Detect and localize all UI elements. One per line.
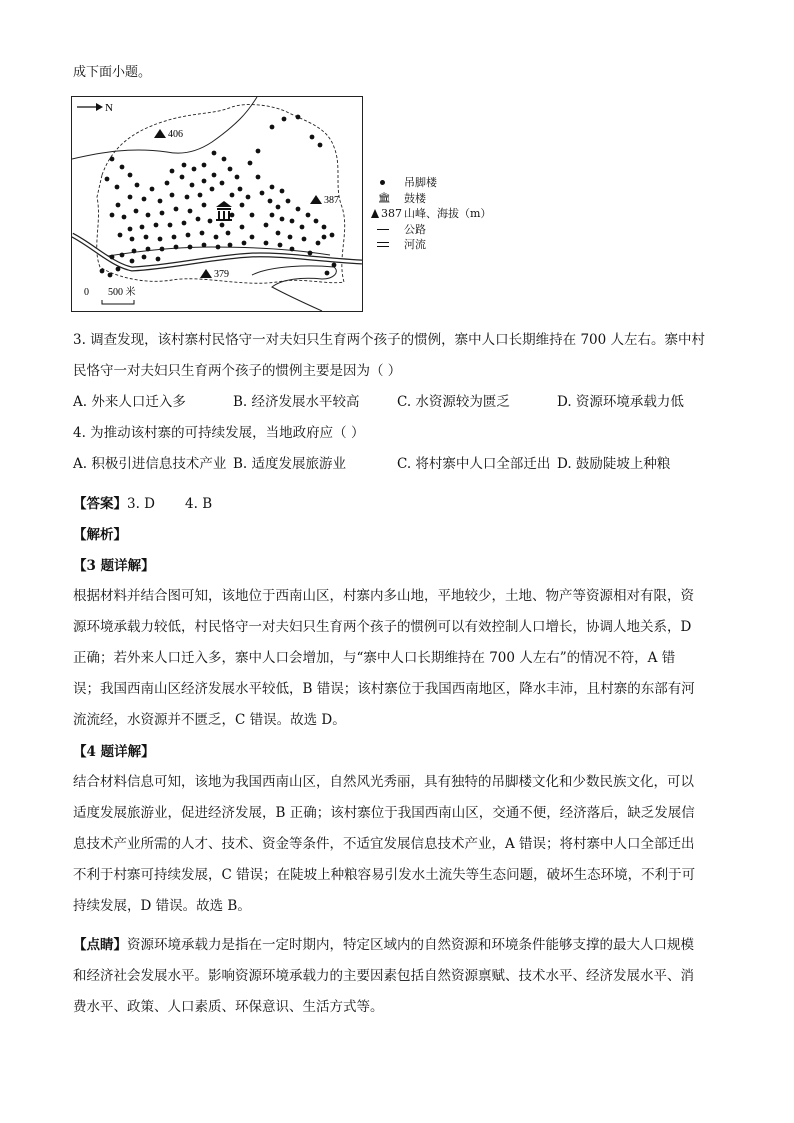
stilt-house-dot: [264, 241, 269, 246]
stilt-house-dot: [296, 207, 301, 212]
stilt-house-dot: [110, 213, 115, 218]
stilt-house-dot: [154, 223, 159, 228]
stilt-house-dot: [314, 219, 319, 224]
stilt-house-dot: [170, 169, 175, 174]
stilt-house-dot: [188, 245, 193, 250]
stilt-house-dot: [322, 235, 327, 240]
paragraph-line: 适度发展旅游业，促进经济发展，B 正确；该村寨位于我国西南山区，交通不便，经济落后，缺乏发展信: [73, 805, 695, 821]
stilt-house-dot: [122, 215, 127, 220]
q3-detail-label: 【3 题详解】: [73, 558, 155, 574]
paragraph-line: 根据材料并结合图可知，该地位于西南山区，村寨内多山地，平地较少，土地、物产等资源相对有限，资: [73, 588, 694, 604]
tip-paragraph: [73, 930, 723, 1023]
stilt-house-dot: [332, 263, 337, 268]
stilt-house-dot: [128, 173, 133, 178]
stilt-house-dot: [202, 243, 207, 248]
stilt-house-dot: [256, 175, 261, 180]
stilt-house-dot: [276, 205, 281, 210]
q3-option-a[interactable]: A. 外来人口迁入多: [73, 394, 186, 410]
stilt-house-dot: [188, 209, 193, 214]
map-legend: [371, 175, 491, 253]
q3-options: [73, 393, 733, 411]
stilt-house-dot: [160, 247, 165, 252]
stilt-house-dot: [142, 255, 147, 260]
stilt-house-dot: [282, 117, 287, 122]
stilt-house-dot: [222, 157, 227, 162]
intro-text: 成下面小题。: [73, 65, 152, 80]
stilt-house-dot: [142, 197, 147, 202]
stilt-house-dot: [202, 179, 207, 184]
stilt-house-dot: [322, 225, 327, 230]
peak-label-406: 406: [168, 129, 183, 140]
stilt-house-dot: [150, 187, 155, 192]
answer-text: 3. D 4. B: [127, 496, 213, 512]
drum-tower-icon: 🏛: [378, 192, 391, 204]
peak-label-379: 379: [214, 269, 229, 280]
stilt-house-dot: [228, 243, 233, 248]
stilt-house-dot: [135, 183, 140, 188]
stilt-house-dot: [180, 175, 185, 180]
stilt-house-dot: [115, 185, 120, 190]
stilt-house-dot: [235, 175, 240, 180]
stilt-house-dot: [276, 231, 281, 236]
stilt-house-dot: [238, 187, 243, 192]
stilt-house-dot: [130, 237, 135, 242]
stilt-house-dot: [202, 203, 207, 208]
stilt-house-dot: [302, 237, 307, 242]
paragraph-line: 持续发展，D 错误。故选 B。: [73, 898, 251, 914]
stilt-house-dot: [134, 209, 139, 214]
legend-item: 吊脚楼: [371, 175, 491, 191]
stilt-house-dot: [270, 185, 275, 190]
analysis-label: 【解析】: [73, 527, 127, 543]
q4-stem: 4. 为推动该村寨的可持续发展，当地政府应（ ）: [73, 425, 365, 441]
stilt-house-dot: [210, 187, 215, 192]
road-icon: [377, 229, 389, 230]
q3-option-b[interactable]: B. 经济发展水平较高: [233, 394, 360, 410]
stilt-house-dot: [318, 143, 323, 148]
stilt-house-dot: [260, 191, 265, 196]
peak-label-387: 387: [324, 195, 339, 206]
stilt-house-dot: [230, 213, 235, 218]
stilt-house-dot: [230, 193, 235, 198]
stilt-house-dot: [100, 269, 105, 274]
paragraph-line: 误；我国西南山区经济发展水平较低，B 错误；该村寨位于我国西南地区，降水丰沛，且村寨的东部有河: [73, 681, 695, 697]
stilt-house-dot: [240, 225, 245, 230]
stilt-house-dot: [216, 245, 221, 250]
paragraph-line: 费水平、政策、人口素质、环保意识、生活方式等。: [73, 999, 384, 1015]
stilt-house-dot: [212, 151, 217, 156]
stilt-house-dot: [246, 195, 251, 200]
stilt-house-dot: [286, 199, 291, 204]
stilt-house-dot: [200, 231, 205, 236]
stilt-house-dot: [198, 193, 203, 198]
stilt-house-dot: [228, 167, 233, 172]
q4-option-c[interactable]: C. 将村寨中人口全部迁出: [397, 456, 551, 472]
stilt-house-dot: [132, 249, 137, 254]
stilt-house-dot: [202, 163, 207, 168]
stilt-house-dot: [325, 271, 330, 276]
stilt-house-dot: [168, 223, 173, 228]
stilt-house-dot: [212, 173, 217, 178]
stilt-house-dot: [108, 273, 113, 278]
peak-icon: [154, 129, 166, 138]
stilt-house-dot: [120, 165, 125, 170]
river-icon: [377, 242, 389, 247]
stilt-house-dot: [170, 193, 175, 198]
north-label: N: [105, 102, 113, 114]
stilt-house-dot: [300, 225, 305, 230]
stilt-house-dot: [128, 195, 133, 200]
drum-tower-icon: [216, 201, 232, 221]
legend-item: 河流: [371, 237, 491, 253]
stilt-house-dot: [190, 183, 195, 188]
stilt-house-dot: [288, 235, 293, 240]
paragraph-line: 源环境承载力较低，村民恪守一对夫妇只生育两个孩子的惯例可以有效控制人口增长，协调人地关系，D: [73, 619, 692, 635]
stilt-house-dot: [110, 157, 115, 162]
stilt-house-dot: [242, 241, 247, 246]
q4-options: [73, 455, 733, 473]
q4-option-b[interactable]: B. 适度发展旅游业: [233, 456, 347, 472]
stilt-house-dot: [156, 257, 161, 262]
stilt-house-dot: [220, 223, 225, 228]
stilt-house-dot: [186, 233, 191, 238]
stilt-house-dot: [240, 203, 245, 208]
q4-option-a[interactable]: A. 积极引进信息技术产业: [73, 456, 227, 472]
stilt-house-dot: [116, 203, 121, 208]
stilt-house-dot: [182, 221, 187, 226]
peak-icon: [371, 209, 379, 218]
map-drawing: [72, 97, 362, 311]
dot-icon: [380, 180, 385, 185]
stilt-house-dot: [192, 167, 197, 172]
stilt-house-dot: [120, 253, 125, 258]
stilt-house-dot: [270, 213, 275, 218]
stilt-house-dot: [264, 223, 269, 228]
answer-line: [73, 495, 212, 513]
village-map: [71, 96, 363, 312]
stilt-house-dot: [146, 213, 151, 218]
stilt-house-dot: [268, 199, 273, 204]
road-loop: [252, 266, 336, 311]
stilt-house-dot: [290, 219, 295, 224]
paragraph-line: 正确；若外来人口迁入多，寨中人口会增加，与“寨中人口长期维持在 700 人左右”的情况不符，A 错: [73, 650, 676, 666]
peak-icon: [200, 269, 212, 278]
stilt-house-dot: [128, 227, 133, 232]
q3-stem-line1: 3. 调查发现，该村寨村民恪守一对夫妇只生育两个孩子的惯例，寨中人口长期维持在 700 人左右。寨中村: [73, 332, 706, 348]
scale-bar: [102, 300, 134, 304]
stilt-house-dot: [146, 247, 151, 252]
stilt-house-dot: [165, 181, 170, 186]
q3-stem-line2: 民恪守一对夫妇只生育两个孩子的惯例主要是因为（ ）: [73, 363, 402, 379]
paragraph-line: 【点睛】资源环境承载力是指在一定时期内，特定区域内的自然资源和环境条件能够支撑的最大人口规模: [73, 937, 694, 953]
stilt-house-dot: [220, 181, 225, 186]
stilt-house-dot: [270, 125, 275, 130]
q3-option-c[interactable]: C. 水资源较为匮乏: [397, 394, 510, 410]
peak-icon: [310, 195, 322, 204]
stilt-house-dot: [250, 235, 255, 240]
scale-zero: 0: [84, 287, 89, 298]
q4-option-d[interactable]: D. 鼓励陡坡上种粮: [557, 456, 671, 472]
paragraph-line: 流流经，水资源并不匮乏，C 错误。故选 D。: [73, 712, 346, 728]
stilt-house-dot: [310, 135, 315, 140]
answer-label: 【答案】: [73, 496, 127, 512]
stilt-house-dot: [174, 245, 179, 250]
north-arrow-icon: [77, 103, 103, 111]
stilt-house-dot: [316, 241, 321, 246]
tip-label: 【点睛】: [73, 937, 127, 953]
q4-detail-paragraph: [73, 767, 723, 922]
paragraph-line: 不利于村寨可持续发展，C 错误；在陡坡上种粮容易引发水土流失等生态问题，破坏生态环境，不利于可: [73, 867, 696, 883]
stilt-house-dot: [118, 233, 123, 238]
stilt-house-dot: [248, 161, 253, 166]
paragraph-line: 和经济社会发展水平。影响资源环境承载力的主要因素包括自然资源禀赋、技术水平、经济发展水平、消: [73, 968, 694, 984]
stilt-house-dot: [256, 149, 261, 154]
stilt-house-dot: [116, 267, 121, 272]
stilt-house-dot: [296, 115, 301, 120]
paragraph-line: 息技术产业所需的人才、技术、资金等条件，不适宜发展信息技术产业，A 错误；将村寨中人口全部迁出: [73, 836, 695, 852]
stilt-house-dot: [174, 207, 179, 212]
stilt-house-dot: [185, 195, 190, 200]
stilt-house-dot: [214, 235, 219, 240]
legend-item: 公路: [371, 222, 491, 238]
stilt-house-dot: [160, 211, 165, 216]
legend-item: 🏛 鼓楼: [378, 191, 426, 205]
stilt-house-dot: [105, 177, 110, 182]
scale-label: 500 米: [108, 287, 136, 298]
stilt-house-dot: [280, 189, 285, 194]
stilt-house-dot: [158, 237, 163, 242]
stilt-house-dot: [306, 213, 311, 218]
stilt-house-dot: [182, 163, 187, 168]
stilt-house-dot: [330, 233, 335, 238]
stilt-house-dot: [130, 259, 135, 264]
q4-detail-label: 【4 题详解】: [73, 744, 155, 760]
stilt-house-dot: [280, 217, 285, 222]
stilt-house-dot: [196, 217, 201, 222]
stilt-house-dot: [172, 235, 177, 240]
stilt-house-dot: [290, 247, 295, 252]
stilt-house-dot: [158, 199, 163, 204]
stilt-house-dot: [208, 219, 213, 224]
stilt-house-dot: [250, 213, 255, 218]
stilt-house-dot: [278, 243, 283, 248]
stilt-house-dots: [100, 115, 337, 278]
stilt-house-dot: [226, 231, 231, 236]
q3-detail-paragraph: [73, 581, 723, 736]
stilt-house-dot: [140, 225, 145, 230]
stilt-house-dot: [308, 251, 313, 256]
stilt-house-dot: [144, 235, 149, 240]
stilt-house-dot: [110, 255, 115, 260]
q3-option-d[interactable]: D. 资源环境承载力低: [557, 394, 684, 410]
legend-item: 387 山峰、海拔（m）: [371, 206, 491, 222]
paragraph-line: 结合材料信息可知，该地为我国西南山区，自然风光秀丽，具有独特的吊脚楼文化和少数民族文化，可以: [73, 774, 694, 790]
